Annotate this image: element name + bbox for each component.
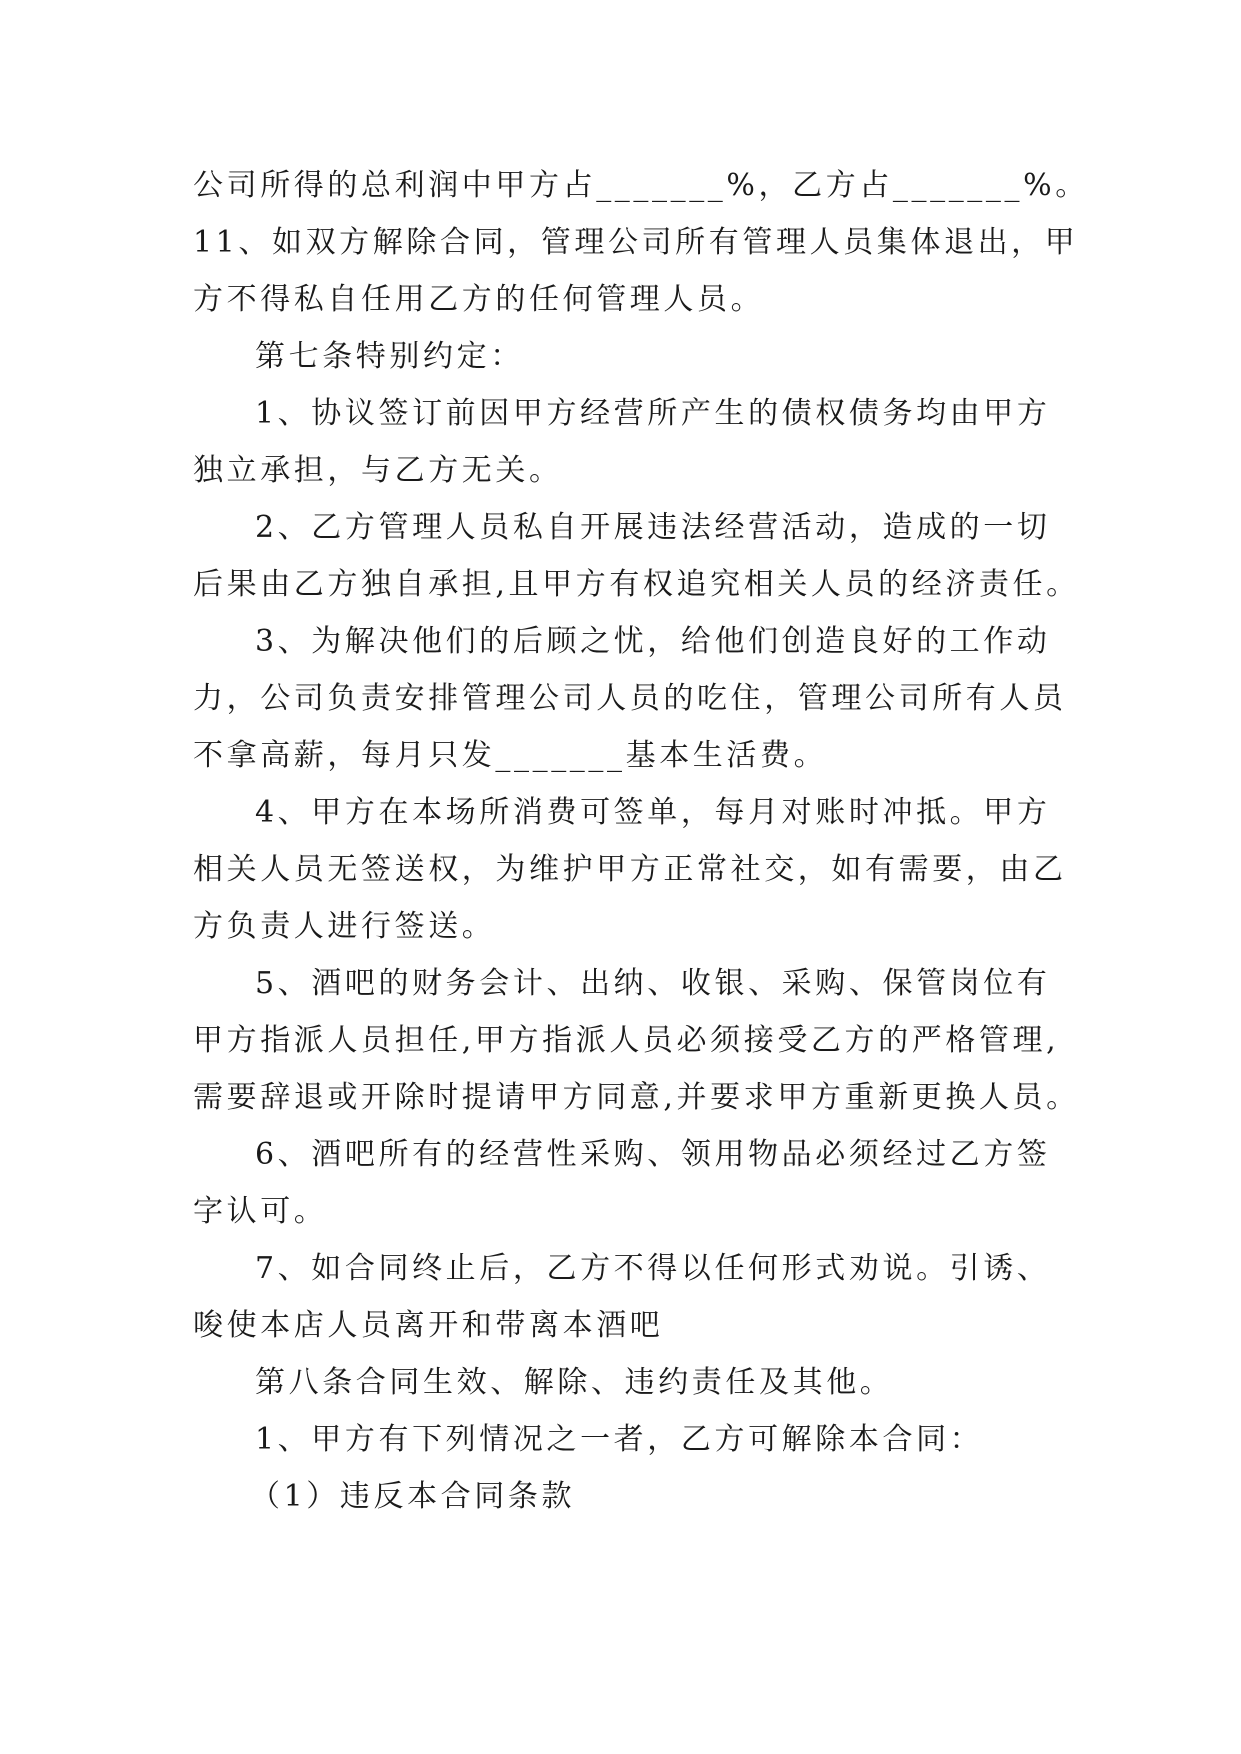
section-heading: 第七条特别约定： [255,339,524,374]
text-line: （1）违反本合同条款 [250,1479,576,1514]
text-line: 1、协议签订前因甲方经营所产生的债权债务均由甲方 [255,396,1051,431]
text-line: 5、酒吧的财务会计、出纳、收银、采购、保管岗位有 [255,966,1051,1001]
text-line: 需要辞退或开除时提请甲方同意,并要求甲方重新更换人员。 [193,1080,1080,1115]
text-line: 相关人员无签送权，为维护甲方正常社交，如有需要，由乙 [193,852,1067,887]
text-line: 3、为解决他们的后顾之忧，给他们创造良好的工作动 [255,624,1051,659]
text-line: 唆使本店人员离开和带离本酒吧 [193,1308,664,1343]
text-line: 独立承担，与乙方无关。 [193,453,563,488]
text-line: 字认可。 [193,1194,328,1229]
text-line: 11、如双方解除合同，管理公司所有管理人员集体退出，甲 [193,225,1079,260]
text-line: 公司所得的总利润中甲方占_______%，乙方占_______%。 [193,168,1089,203]
text-line: 1、甲方有下列情况之一者，乙方可解除本合同： [255,1422,984,1457]
text-line: 不拿高薪，每月只发_______基本生活费。 [193,738,828,773]
text-line: 6、酒吧所有的经营性采购、领用物品必须经过乙方签 [255,1137,1051,1172]
text-line: 方不得私自任用乙方的任何管理人员。 [193,282,765,317]
text-line: 后果由乙方独自承担,且甲方有权追究相关人员的经济责任。 [193,567,1080,602]
section-heading: 第八条合同生效、解除、违约责任及其他。 [255,1365,894,1400]
text-line: 4、甲方在本场所消费可签单，每月对账时冲抵。甲方 [255,795,1051,830]
text-line: 2、乙方管理人员私自开展违法经营活动，造成的一切 [255,510,1051,545]
text-line: 甲方指派人员担任,甲方指派人员必须接受乙方的严格管理, [193,1023,1060,1058]
text-line: 7、如合同终止后，乙方不得以任何形式劝说。引诱、 [255,1251,1051,1286]
text-line: 方负责人进行签送。 [193,909,496,944]
text-line: 力，公司负责安排管理公司人员的吃住，管理公司所有人员 [193,681,1067,716]
